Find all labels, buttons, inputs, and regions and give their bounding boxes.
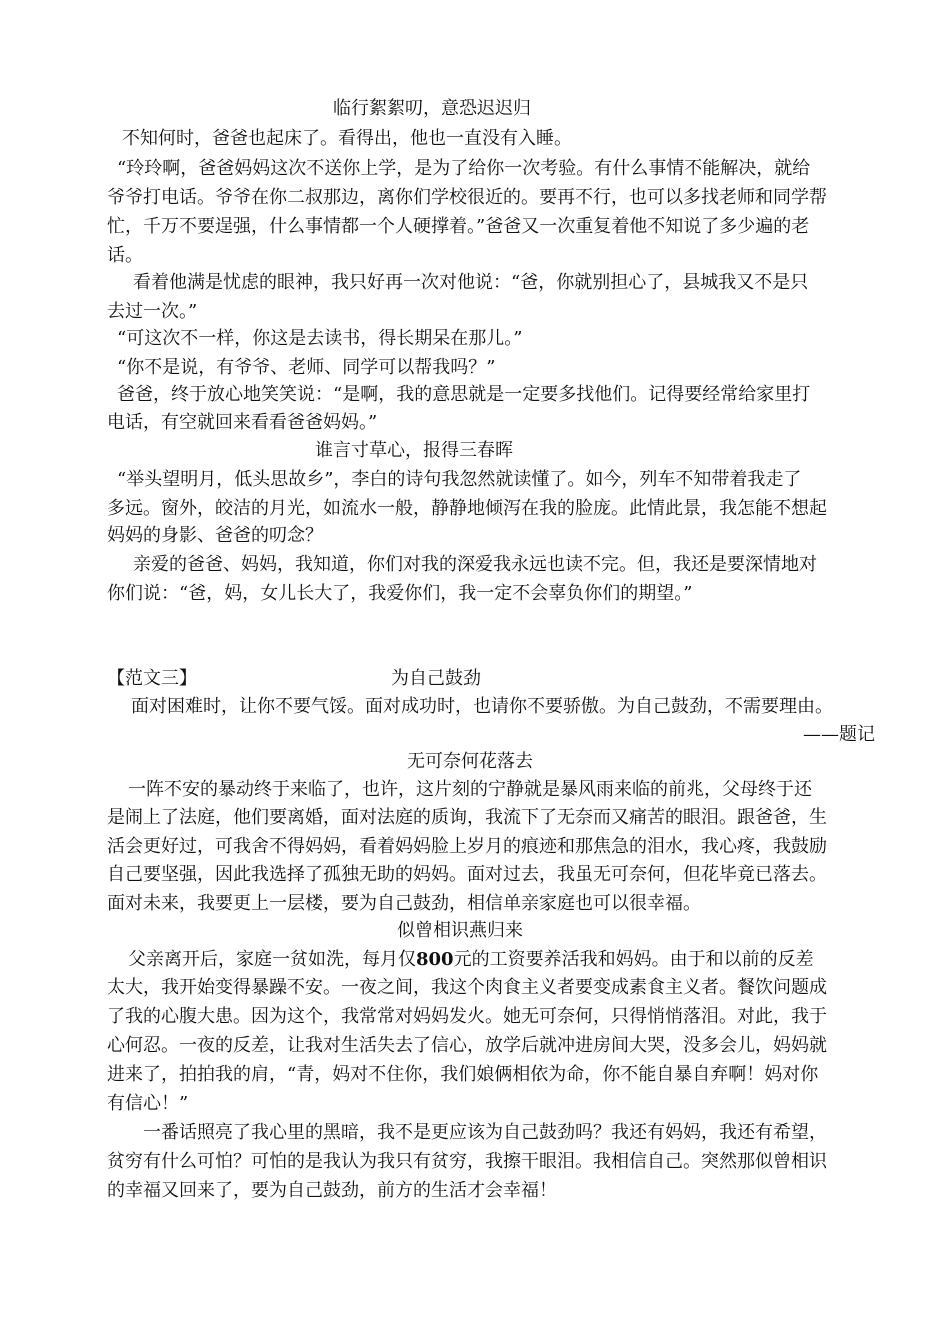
paragraph-line: 一阵不安的暴动终于来临了，也许，这片刻的宁静就是暴风雨来临的前兆，父母终于还 [128, 779, 812, 800]
paragraph-line: 看着他满是忧虑的眼神，我只好再一次对他说：“爸，你就别担心了，县城我又不是只 [133, 272, 809, 293]
paragraph-line: 亲爱的爸爸、妈妈，我知道，你们对我的深爱我永远也读不完。但，我还是要深情地对 [133, 554, 817, 575]
essay-title: 为自己鼓劲 [391, 668, 481, 689]
paragraph-line: 你们说：“爸，妈，女儿长大了，我爱你们，我一定不会辜负你们的期望。” [107, 583, 693, 604]
paragraph-line: 是闹上了法庭，他们要离婚，面对法庭的质询，我流下了无奈而又痛苦的眼泪。跟爸爸，生 [107, 807, 827, 828]
paragraph-line: 活会更好过，可我舍不得妈妈，看着妈妈脸上岁月的痕迹和那焦急的泪水，我心疼，我鼓励 [107, 836, 827, 857]
paragraph-line: 有信心！” [107, 1093, 189, 1114]
section-heading: 似曾相识燕归来 [397, 920, 523, 941]
paragraph-line: 一番话照亮了我心里的黑暗，我不是更应该为自己鼓劲吗？我还有妈妈，我还有希望， [143, 1122, 827, 1143]
paragraph-line: 妈妈的身影、爸爸的叨念？ [107, 525, 323, 546]
paragraph-line: 多远。窗外，皎洁的月光，如流水一般，静静地倾泻在我的脸庞。此情此景，我怎能不想起 [107, 498, 827, 519]
paragraph-line: 了我的心腹大患。因为这个，我常常对妈妈发火。她无可奈何，只得悄悄落泪。对此，我于 [107, 1006, 827, 1027]
paragraph-line: 忙，千万不要逞强，什么事情都一个人硬撑着。”爸爸又一次重复着他不知说了多少遍的老 [107, 216, 810, 237]
paragraph-line: 爸爸，终于放心地笑笑说：“是啊，我的意思就是一定要多找他们。记得要经常给家里打 [117, 384, 811, 405]
paragraph-line: 心何忍。一夜的反差，让我对生活失去了信心，放学后就冲进房间大哭，没多会儿，妈妈就 [107, 1035, 827, 1056]
salary-amount: 800 [416, 949, 454, 970]
paragraph-line: 话。 [107, 245, 143, 266]
paragraph-line: 去过一次。” [107, 301, 198, 322]
paragraph-line: 太大，我开始变得暴躁不安。一夜之间，我这个肉食主义者要变成素食主义者。餐饮问题成 [107, 977, 827, 998]
paragraph-text: 元的工资要养活我和妈妈。由于和以前的反差 [453, 949, 814, 970]
paragraph-line: “玲玲啊，爸爸妈妈这次不送你上学，是为了给你一次考验。有什么事情不能解决，就给 [117, 158, 811, 179]
paragraph-line: 面对未来，我要更上一层楼，要为自己鼓劲，相信单亲家庭也可以很幸福。 [107, 893, 701, 914]
paragraph-line: 进来了，拍拍我的肩，“青，妈对不住你，我们娘俩相依为命，你不能自暴自弃啊！妈对你 [107, 1064, 819, 1085]
section-heading: 无可奈何花落去 [407, 751, 533, 772]
paragraph-line: “可这次不一样，你这是去读书，得长期呆在那儿。” [117, 328, 523, 349]
paragraph-line: 贫穷有什么可怕？可怕的是我认为我只有贫穷，我擦干眼泪。我相信自己。突然那似曾相识 [107, 1151, 827, 1172]
paragraph-line [128, 947, 814, 973]
paragraph-line: 爷爷打电话。爷爷在你二叔那边，离你们学校很近的。要再不行，也可以多找老师和同学帮 [107, 187, 827, 208]
epigraph: 面对困难时，让你不要气馁。面对成功时，也请你不要骄傲。为自己鼓劲，不需要理由。 [131, 696, 833, 717]
section-label: 【范文三】 [107, 668, 197, 689]
paragraph-text: 父亲离开后，家庭一贫如洗，每月仅 [128, 949, 416, 970]
paragraph-line: 自己要坚强，因此我选择了孤独无助的妈妈。面对过去，我虽无可奈何，但花毕竟已落去。 [107, 864, 827, 885]
paragraph-line: 电话，有空就回来看看爸爸妈妈。” [107, 412, 378, 433]
epigraph-signature: ——题记 [803, 724, 875, 745]
section-heading: 谁言寸草心，报得三春晖 [315, 440, 513, 461]
paragraph-line: 不知何时，爸爸也起床了。看得出，他也一直没有入睡。 [122, 128, 572, 149]
paragraph-line: “你不是说，有爷爷、老师、同学可以帮我吗？” [117, 357, 496, 378]
paragraph-line: 的幸福又回来了，要为自己鼓劲，前方的生活才会幸福！ [107, 1180, 557, 1201]
section-heading: 临行絮絮叨，意恐迟迟归 [333, 98, 531, 119]
paragraph-line: “举头望明月，低头思故乡”，李白的诗句我忽然就读懂了。如今，列车不知带着我走了 [117, 469, 802, 490]
